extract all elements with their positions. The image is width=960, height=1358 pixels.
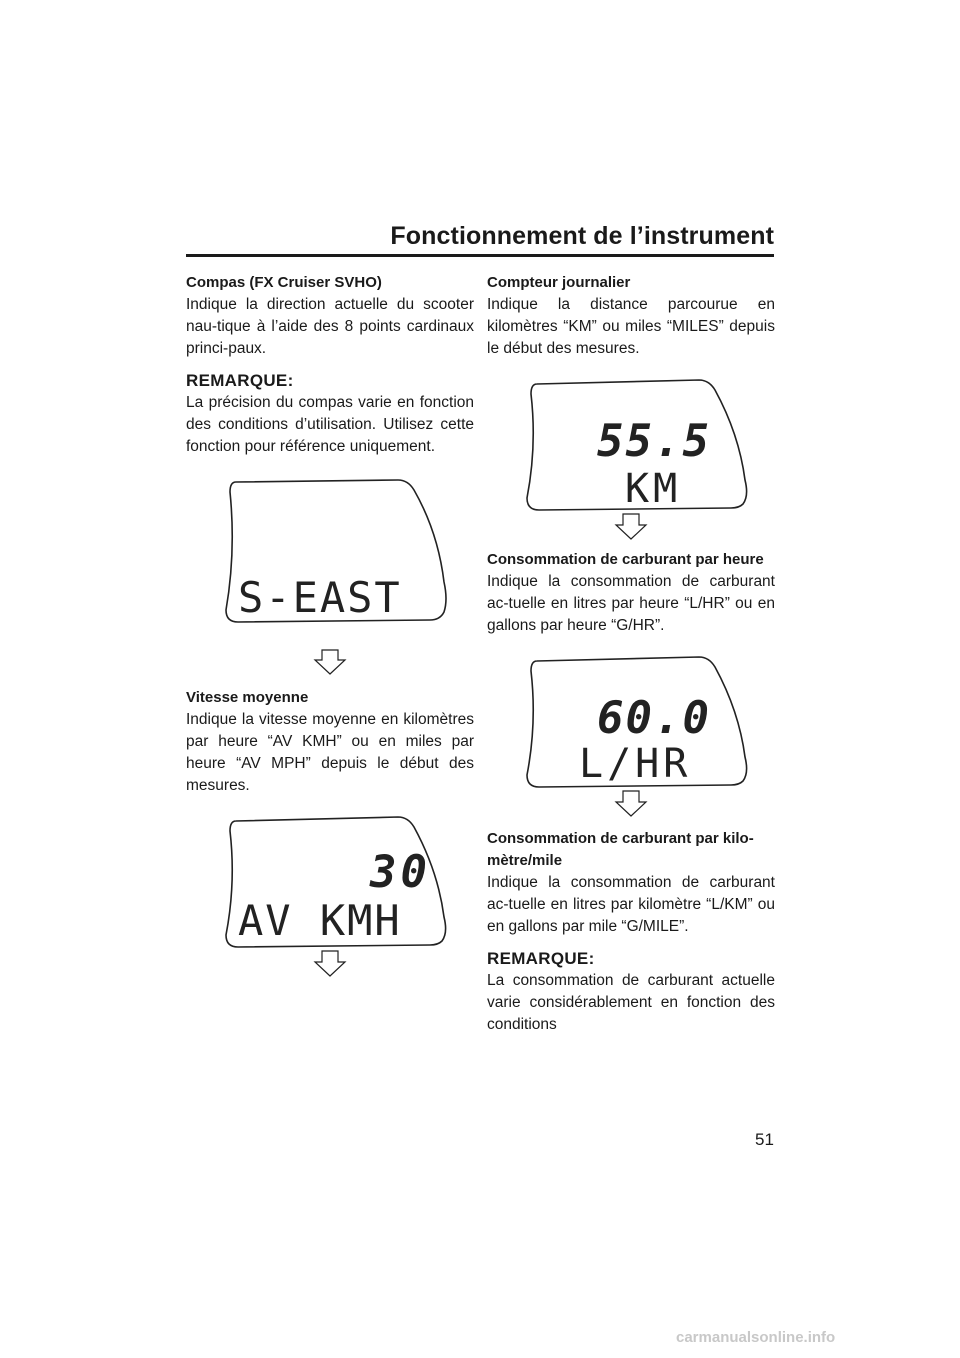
- display-line2: L/HR: [579, 741, 692, 787]
- down-arrow-icon: [186, 948, 474, 980]
- trip-heading: Compteur journalier: [487, 274, 631, 291]
- remark-label: REMARQUE:: [487, 949, 595, 968]
- fuel-km-heading: Consommation de carburant par kilo-mètre/mile: [487, 830, 754, 869]
- compass-heading: Compas (FX Cruiser SVHO): [186, 274, 382, 291]
- remark-label: REMARQUE:: [186, 371, 294, 390]
- remark-text: La précision du compas varie en fonction des conditions d’utilisation. Utilisez cette fonction pour référence uniquement.: [186, 394, 474, 455]
- trip-display-figure: [487, 376, 775, 543]
- avg-speed-display-figure: [186, 813, 474, 980]
- display-line2: KM: [625, 466, 682, 511]
- fuel-hour-text: Indique la consommation de carburant ac-tuelle en litres par heure “L/HR” ou en gallons par heure “G/HR”.: [487, 573, 775, 634]
- fuel-hour-display-figure: [487, 653, 775, 820]
- display-line1: 55.5: [597, 416, 711, 467]
- avg-speed-text: Indique la vitesse moyenne en kilomètres par heure “AV KMH” ou en miles par heure “AV MPH” depuis le début des mesures.: [186, 711, 474, 794]
- display-line1: 30: [370, 847, 431, 898]
- display-line1: 60.0: [597, 693, 711, 744]
- down-arrow-icon: [186, 647, 474, 677]
- display-line2: S-EAST: [238, 573, 402, 622]
- fuel-hour-heading: Consommation de carburant par heure: [487, 551, 764, 568]
- lcd-display: [487, 376, 775, 511]
- watermark: carmanualsonline.info: [676, 1329, 836, 1346]
- remark-text: La consommation de carburant actuelle varie considérablement en fonction des conditions: [487, 972, 775, 1033]
- down-arrow-icon: [487, 511, 775, 543]
- avg-speed-heading: Vitesse moyenne: [186, 689, 309, 706]
- right-column: [487, 272, 775, 1036]
- compass-text: Indique la direction actuelle du scooter nau-tique à l’aide des 8 points cardinaux princi-paux.: [186, 296, 474, 357]
- left-column: [186, 272, 474, 980]
- trip-text: Indique la distance parcourue en kilomètres “KM” ou miles “MILES” depuis le début des mesures.: [487, 296, 775, 357]
- down-arrow-icon: [487, 788, 775, 820]
- lcd-display: [186, 472, 474, 647]
- display-line2: AV KMH: [238, 896, 402, 945]
- compass-display-figure: [186, 472, 474, 677]
- fuel-km-text: Indique la consommation de carburant ac-tuelle en litres par kilomètre “L/KM” ou en gallons par mile “G/MILE”.: [487, 874, 775, 935]
- lcd-display: [487, 653, 775, 788]
- title-rule: [186, 254, 774, 257]
- page-title: Fonctionnement de l’instrument: [390, 222, 774, 250]
- page-number: 51: [755, 1130, 774, 1149]
- lcd-display: [186, 813, 474, 948]
